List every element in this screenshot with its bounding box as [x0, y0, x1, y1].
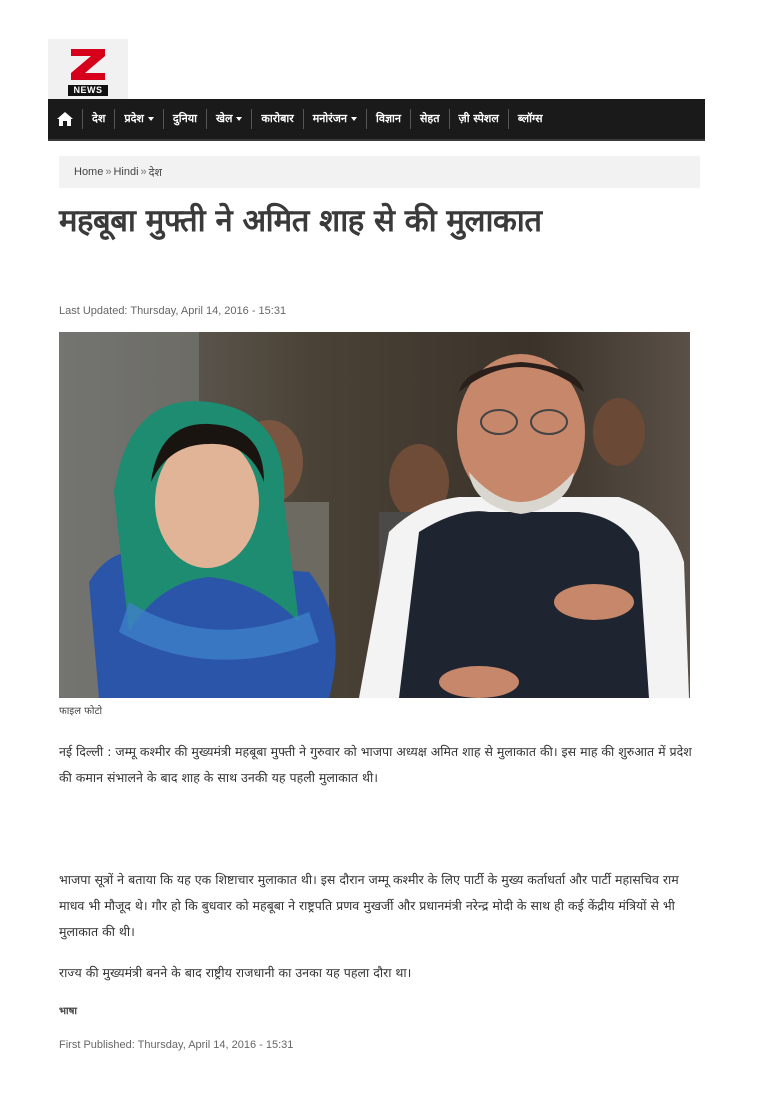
nav-label: दुनिया: [172, 112, 197, 125]
main-navbar: [48, 99, 705, 141]
breadcrumb-separator: »: [140, 166, 147, 178]
nav-label: खेल: [215, 112, 233, 125]
nav-item-duniya[interactable]: [163, 109, 206, 129]
nav-label: ब्लॉग्स: [517, 112, 543, 125]
breadcrumb-home[interactable]: Home: [74, 166, 104, 178]
chevron-down-icon: [148, 117, 154, 121]
nav-item-pradesh[interactable]: [114, 109, 163, 129]
nav-item-khel[interactable]: [206, 109, 251, 129]
article-photo: [59, 332, 690, 698]
nav-label: मनोरंजन: [312, 112, 348, 125]
breadcrumb-section[interactable]: देश: [148, 166, 162, 179]
nav-item-karobar[interactable]: [251, 109, 302, 129]
zee-z-icon: [67, 43, 109, 85]
article-paragraph: नई दिल्ली : जम्मू कश्मीर की मुख्यमंत्री महबूबा मुफ्ती ने गुरुवार को भाजपा अध्यक्ष अमित शाह से मुलाकात की। इस माह की शुरुआत में प्रदेश की कमान संभालने के बाद शाह के साथ उनकी यह पहली मुलाकात थी।: [59, 744, 692, 785]
nav-label: देश: [92, 112, 106, 125]
chevron-down-icon: [236, 117, 242, 121]
zee-news-logo[interactable]: [48, 39, 128, 99]
breadcrumb-separator: »: [105, 166, 112, 178]
nav-item-zee-special[interactable]: [449, 109, 508, 129]
breadcrumb-hindi[interactable]: Hindi: [113, 166, 139, 178]
article-paragraph: राज्य की मुख्यमंत्री बनने के बाद राष्ट्रीय राजधानी का उनका यह पहला दौरा था।: [59, 965, 412, 980]
article-title: महबूबा मुफ्ती ने अमित शाह से की मुलाकात: [59, 203, 542, 239]
nav-label: प्रदेश: [124, 112, 144, 125]
nav-item-vigyan[interactable]: [366, 109, 410, 129]
article-paragraph: भाजपा सूत्रों ने बताया कि यह एक शिष्टाचार मुलाकात थी। इस दौरान जम्मू कश्मीर के लिए पार्टी के मुख्य कर्ताधर्ता और पार्टी महासचिव राम माधव भी मौजूद थे। गौर हो कि बुधवार को महबूबा ने राष्ट्रपति प्रणव मुखर्जी और प्रधानमंत्री नरेन्द्र मोदी के साथ ही कई केंद्रीय मंत्रियों से भी मुलाकात की थी।: [59, 872, 679, 939]
last-updated: Last Updated: Thursday, April 14, 2016 - 15:31: [59, 305, 287, 317]
photo-caption: फाइल फोटो: [59, 706, 103, 717]
article-source: भाषा: [59, 1006, 77, 1017]
nav-item-sehat[interactable]: [410, 109, 449, 129]
nav-item-desh[interactable]: [82, 109, 114, 129]
nav-item-manoranjan[interactable]: [303, 109, 366, 129]
chevron-down-icon: [351, 117, 357, 121]
home-icon[interactable]: [48, 98, 82, 140]
first-published: First Published: Thursday, April 14, 2016 - 15:31: [59, 1039, 294, 1051]
breadcrumb: [59, 156, 700, 188]
nav-label: कारोबार: [261, 112, 294, 125]
logo-news-label: NEWS: [68, 85, 108, 96]
nav-label: विज्ञान: [376, 112, 401, 125]
nav-label: सेहत: [420, 112, 440, 125]
nav-item-blogs[interactable]: [508, 109, 552, 129]
nav-label: ज़ी स्पेशल: [458, 112, 499, 125]
